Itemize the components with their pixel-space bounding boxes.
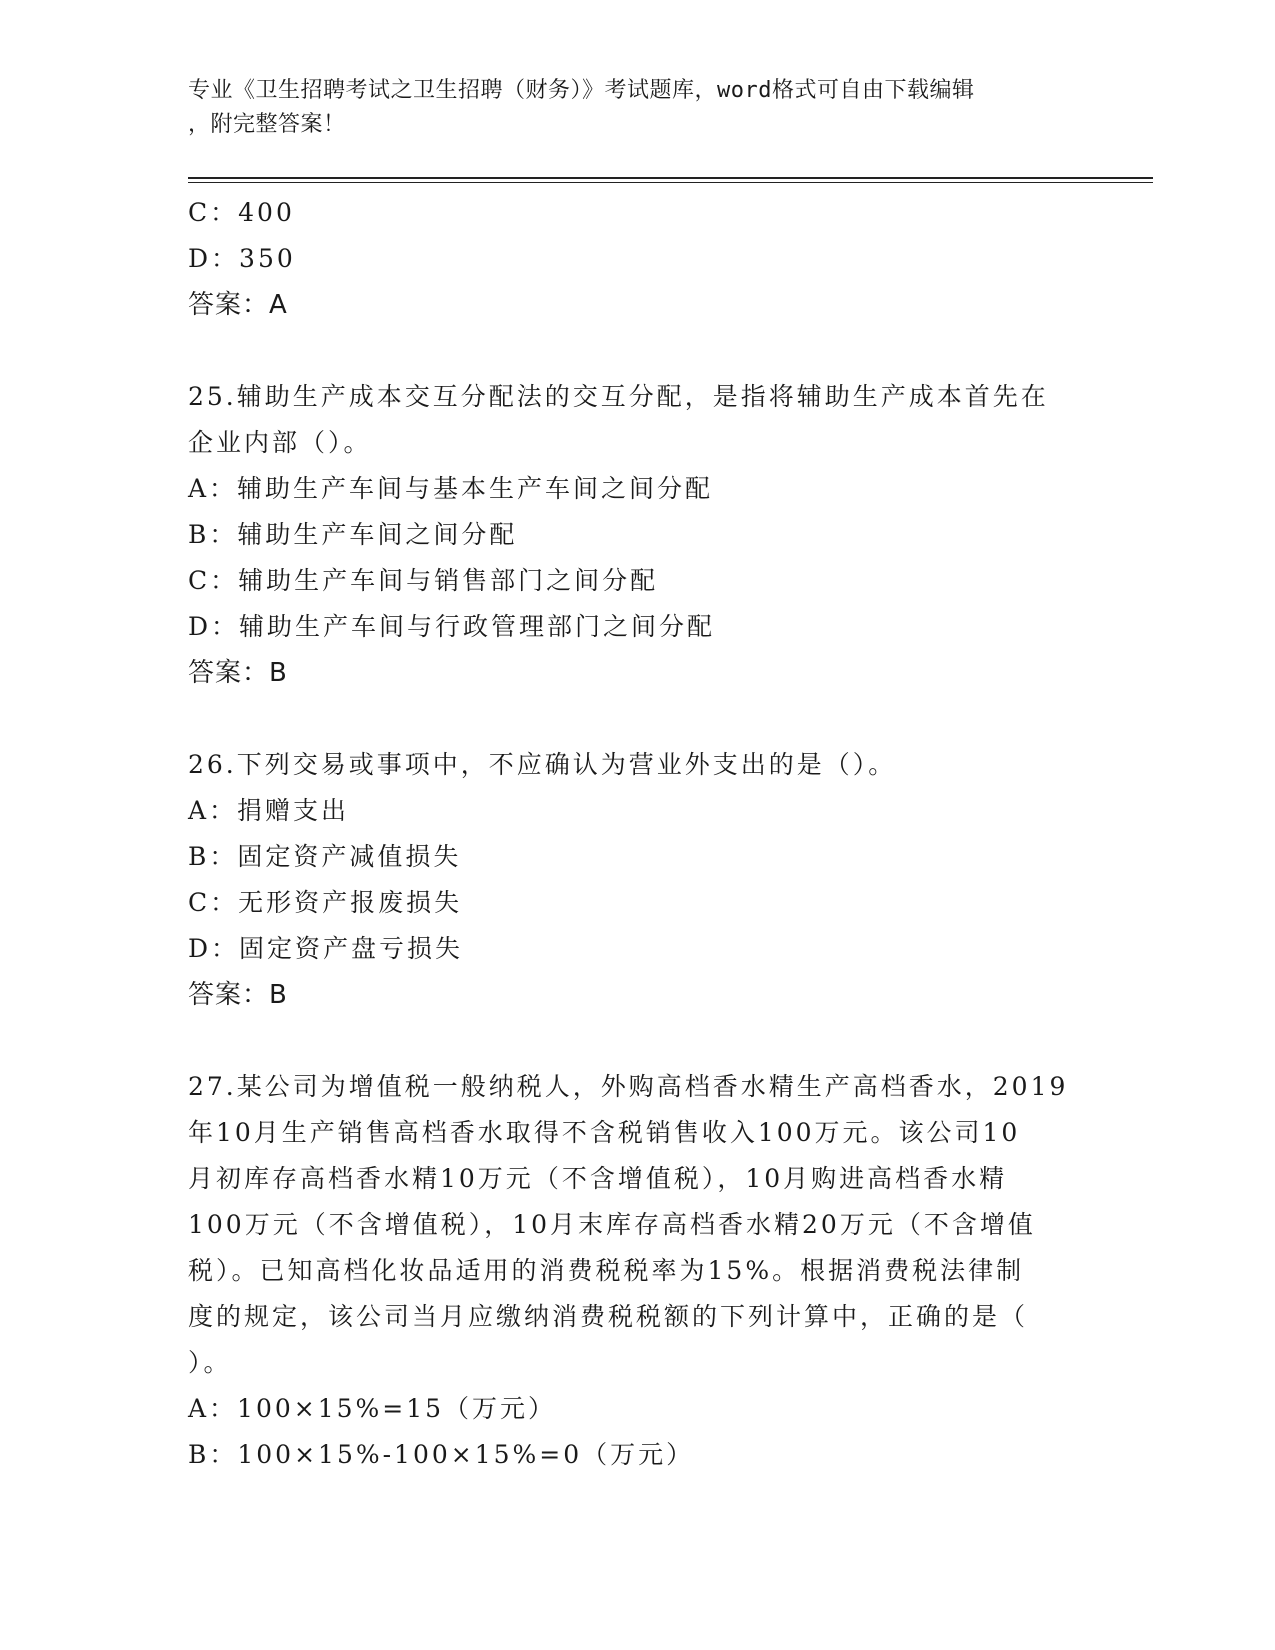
spacer xyxy=(188,328,1088,374)
question-stem: 度的规定，该公司当月应缴纳消费税税额的下列计算中，正确的是（ xyxy=(188,1302,1029,1331)
question-26 xyxy=(188,742,1088,1018)
question-stem: 税）。已知高档化妆品适用的消费税税率为15%。根据消费税法律制 xyxy=(188,1256,1025,1285)
question-stem: 年10月生产销售高档香水取得不含税销售收入100万元。该公司10 xyxy=(188,1118,1021,1147)
header-line-2: ，附完整答案！ xyxy=(188,112,346,137)
answer-label: 答案：A xyxy=(188,290,288,320)
option-d: D：辅助生产车间与行政管理部门之间分配 xyxy=(188,612,716,641)
question-stem: 27.某公司为增值税一般纳税人，外购高档香水精生产高档香水，2019 xyxy=(188,1072,1069,1101)
option-d: D：固定资产盘亏损失 xyxy=(188,934,464,963)
option-b: B：100×15%-100×15%=0（万元） xyxy=(188,1440,695,1469)
question-stem: 26.下列交易或事项中，不应确认为营业外支出的是（）。 xyxy=(188,750,897,779)
question-25 xyxy=(188,374,1088,696)
option-b: B：固定资产减值损失 xyxy=(188,842,462,871)
header-divider-thick xyxy=(188,177,1153,179)
spacer xyxy=(188,696,1088,742)
header-divider-thin xyxy=(188,182,1153,183)
answer-label: 答案：B xyxy=(188,980,288,1010)
header-line-1: 专业《卫生招聘考试之卫生招聘（财务）》考试题库，word格式可自由下载编辑 xyxy=(188,78,975,103)
question-27 xyxy=(188,1064,1088,1478)
option-a: A：捐赠支出 xyxy=(188,796,350,825)
question-content xyxy=(188,190,1088,1478)
option-d: D：350 xyxy=(188,244,296,273)
question-stem: 企业内部（）。 xyxy=(188,428,372,457)
option-a: A：100×15%=15（万元） xyxy=(188,1394,557,1423)
question-stem: ）。 xyxy=(188,1348,232,1377)
question-stem: 月初库存高档香水精10万元（不含增值税），10月购进高档香水精 xyxy=(188,1164,1008,1193)
question-stem: 100万元（不含增值税），10月末库存高档香水精20万元（不含增值 xyxy=(188,1210,1036,1239)
option-a: A：辅助生产车间与基本生产车间之间分配 xyxy=(188,474,714,503)
option-c: C：无形资产报废损失 xyxy=(188,888,463,917)
document-header xyxy=(188,74,1088,142)
answer-label: 答案：B xyxy=(188,658,288,688)
option-c: C：辅助生产车间与销售部门之间分配 xyxy=(188,566,659,595)
option-b: B：辅助生产车间之间分配 xyxy=(188,520,518,549)
option-c: C：400 xyxy=(188,198,295,227)
spacer xyxy=(188,1018,1088,1064)
question-stem: 25.辅助生产成本交互分配法的交互分配，是指将辅助生产成本首先在 xyxy=(188,382,1049,411)
question-24-tail xyxy=(188,190,1088,328)
